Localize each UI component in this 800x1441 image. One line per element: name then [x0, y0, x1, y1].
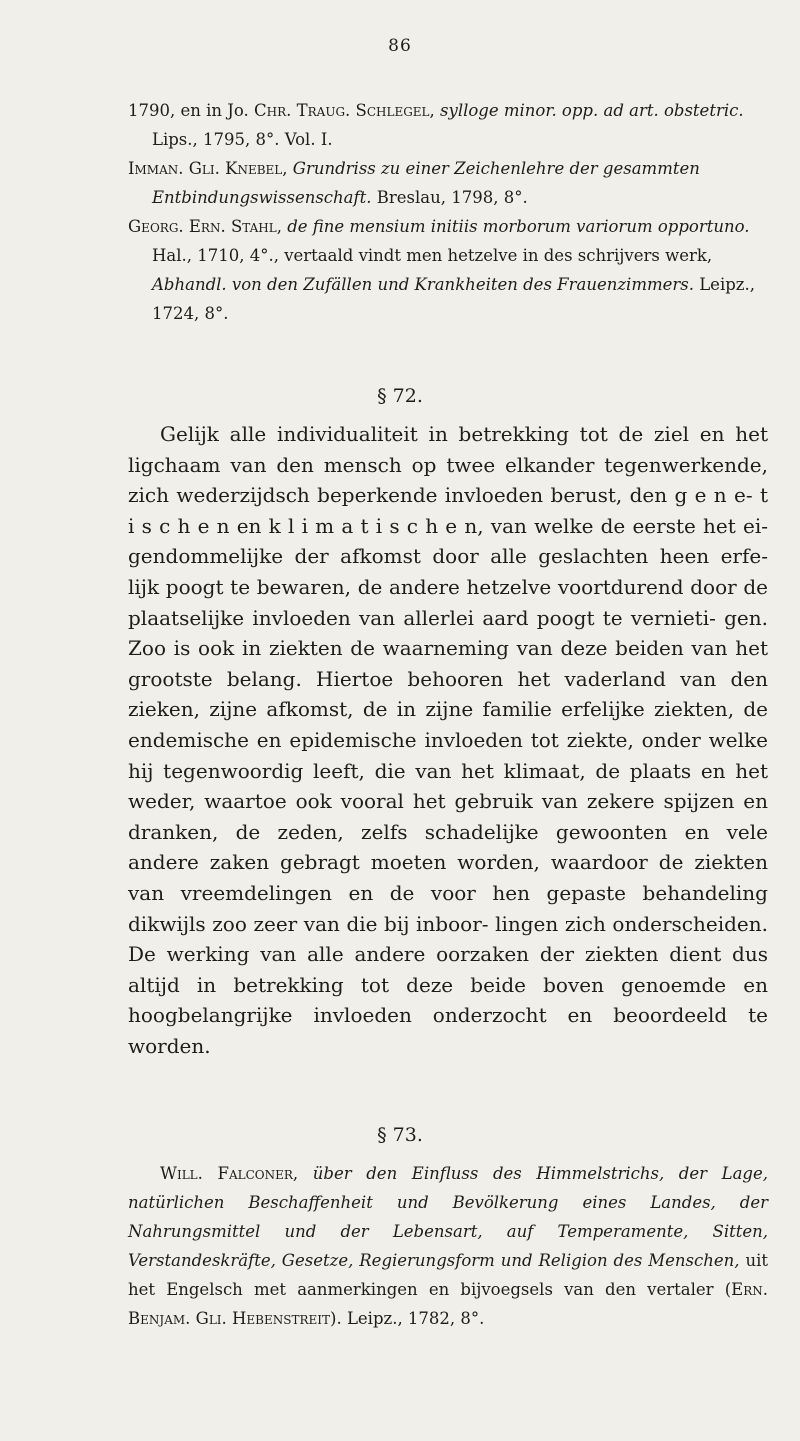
- reference-text: ,: [429, 101, 441, 120]
- reference-author: Georg. Ern. Stahl: [128, 217, 277, 236]
- reference-text: Hal., 1710, 4°., vertaald vindt men hetzelve in des schrijvers werk,: [152, 246, 713, 265]
- page-number: 86: [388, 36, 412, 56]
- section-72-heading: § 72.: [377, 385, 423, 407]
- reference-title: Grundriss zu einer Zeichenlehre der gesammten Entbindungswissenschaft.: [152, 159, 700, 207]
- reference-title: über den Einfluss des Himmelstrichs, der Lage, natürlichen Beschaffenheit und Bevölkerung eines Landes, der Nahrungsmittel und der Lebensart, auf Temperamente, Sitten, Verstandeskräfte, Gesetze, Regierungsform und Religion des Menschen,: [128, 1164, 769, 1270]
- reference-stahl: [128, 212, 768, 328]
- section-73-heading: § 73.: [377, 1124, 423, 1146]
- reference-text: 1790, en in Jo.: [128, 101, 255, 120]
- reference-translator: Ern. Benjam. Gli. Hebenstreit: [128, 1280, 768, 1328]
- reference-schlegel: [128, 96, 768, 154]
- reference-knebel: [128, 154, 768, 212]
- section-73-reference: [128, 1159, 768, 1333]
- reference-text: ,: [276, 217, 288, 236]
- reference-text: Leipz., 1724, 8°.: [152, 275, 755, 323]
- section-72-paragraph: Gelijk alle individualiteit in betrekking tot de ziel en het ligchaam van den mensch op twee elkander tegenwerkende, zich wederzijdsch beperkende invloeden berust, den g e n e- t i s c h e n en k l i m a t i s c h e n, van welke de eerste het ei- gendommelijke der afkomst door alle geslachten heen erfe- lijk poogt te bewaren, de andere hetzelve voortdurend door de plaatselijke invloeden van allerlei aard poogt te vernieti- gen. Zoo is ook in ziekten de waarneming van deze beiden van het grootste belang. Hiertoe behooren het vaderland van den zieken, zijne afkomst, de in zijne familie erfelijke ziekten, de endemische en epidemische invloeden tot ziekte, onder welke hij tegenwoordig leeft, die van het klimaat, de plaats en het weder, waartoe ook vooral het gebruik van zekere spijzen en dranken, de zeden, zelfs schadelijke gewoonten en vele andere zaken gebragt moeten worden, waardoor de ziekten van vreemdelingen en de voor hen gepaste behandeling dikwijls zoo zeer van die bij inboor- lingen zich onderscheiden. De werking van alle andere oorzaken der ziekten dient dus altijd in betrekking tot deze beide boven genoemde en hoogbelangrijke invloeden onderzocht en beoordeeld te worden.: [128, 422, 768, 1058]
- reference-author: Will. Falconer: [160, 1164, 293, 1183]
- reference-text: ,: [282, 159, 293, 178]
- reference-title: sylloge minor. opp. ad art. obstetric.: [440, 101, 744, 120]
- reference-title-translation: Abhandl. von den Zufällen und Krankheiten des Frauenzimmers.: [152, 275, 694, 294]
- reference-author: Imman. Gli. Knebel: [128, 159, 283, 178]
- reference-text: Lips., 1795, 8°. Vol. I.: [152, 130, 333, 149]
- reference-list: [128, 96, 768, 328]
- reference-author: Chr. Traug. Schlegel: [254, 101, 430, 120]
- reference-text: Breslau, 1798, 8°.: [371, 188, 528, 207]
- reference-text: uit het Engelsch met aanmerkingen en bijvoegsels van den vertaler (: [128, 1251, 768, 1299]
- reference-text: ,: [292, 1164, 313, 1183]
- reference-text: ). Leipz., 1782, 8°.: [330, 1309, 485, 1328]
- reference-title: de fine mensium initiis morborum variorum opportuno.: [287, 217, 750, 236]
